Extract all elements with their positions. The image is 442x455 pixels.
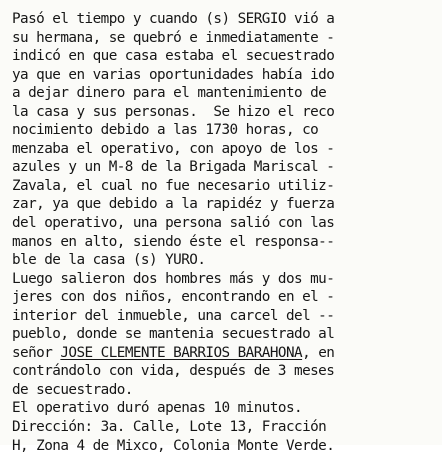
text-line: ble de la casa (s) YURO. — [12, 252, 206, 269]
text-line: Dirección: 3a. Calle, Lote 13, Fracción — [12, 419, 327, 436]
text-line-with-name — [12, 344, 437, 363]
text-line: manos en alto, siendo éste el responsa-- — [12, 233, 335, 250]
underlined-name: JOSE CLEMENTE BARRIOS BARAHONA — [60, 344, 303, 361]
text-line: ya que en varias oportunidades había ido — [12, 66, 335, 83]
text-line: Luego salieron dos hombres más y dos mu- — [12, 270, 335, 287]
text-line: H, Zona 4 de Mixco, Colonia Monte Verde. — [12, 437, 335, 454]
text-line: su hermana, se quebró e inmediatamente - — [12, 29, 335, 46]
text-line: zar, ya que debido a la rapidéz y fuerza — [12, 196, 335, 213]
text-line: de secuestrado. — [12, 381, 133, 398]
text-line: menzaba el operativo, con apoyo de los - — [12, 140, 335, 157]
text-fragment: , en — [302, 344, 335, 361]
text-line: El operativo duró apenas 10 minutos. — [12, 400, 303, 417]
text-line: Zavala, el cual no fue necesario utiliz- — [12, 177, 335, 194]
text-line: Pasó el tiempo y cuando (s) SERGIO vió a — [12, 11, 335, 27]
text-line: jeres con dos niños, encontrando en el - — [12, 289, 335, 306]
text-line: nocimiento debido a las 1730 horas, co — [12, 122, 319, 139]
text-line: azules y un M-8 de la Brigada Mariscal - — [12, 159, 335, 176]
text-line: del operativo, una persona salió con las — [12, 215, 335, 232]
text-line: interior del inmueble, una carcel del -- — [12, 307, 335, 324]
text-line: indicó en que casa estaba el secuestrado — [12, 48, 335, 65]
typewritten-text — [12, 10, 437, 455]
text-line: pueblo, donde se mantenia secuestrado al — [12, 326, 335, 343]
text-fragment: señor — [12, 344, 61, 361]
text-line: la casa y sus personas. Se hizo el reco — [12, 103, 335, 120]
text-line: contrándolo con vida, después de 3 meses — [12, 363, 335, 380]
text-line: a dejar dinero para el mantenimiento de — [12, 85, 327, 102]
